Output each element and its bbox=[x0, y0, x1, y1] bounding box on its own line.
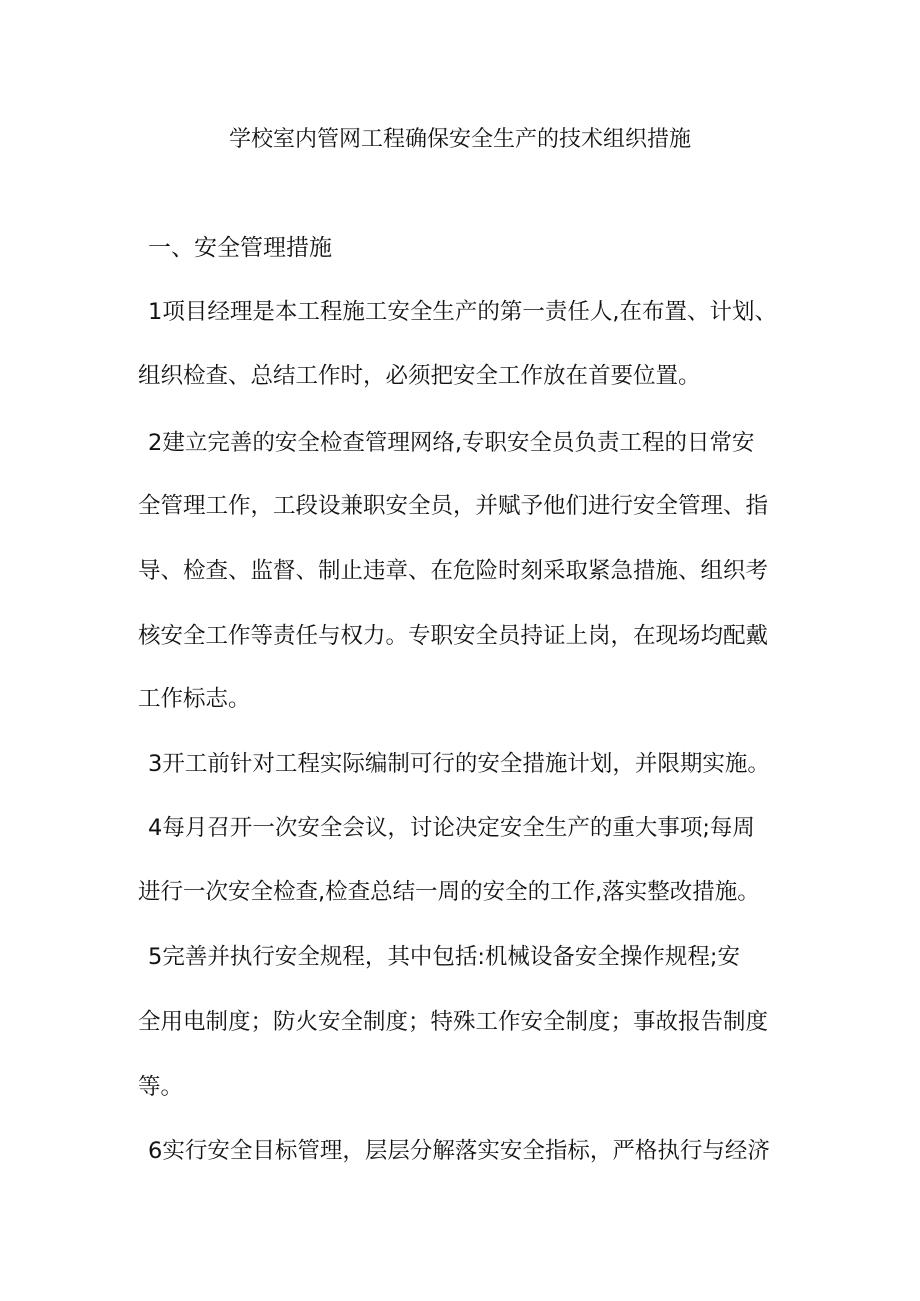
paragraph-line: 3开工前针对工程实际编制可行的安全措施计划，并限期实施。 bbox=[148, 751, 770, 777]
paragraph-line: 5完善并执行安全规程，其中包括:机械设备安全操作规程;安 bbox=[148, 944, 740, 970]
paragraph-line: 全用电制度；防火安全制度；特殊工作安全制度；事故报告制度 bbox=[138, 1009, 769, 1035]
document-title: 学校室内管网工程确保安全生产的技术组织措施 bbox=[228, 127, 691, 152]
paragraph-line: 2建立完善的安全检查管理网络,专职安全员负责工程的日常安 bbox=[148, 430, 755, 456]
paragraph-line: 6实行安全目标管理，层层分解落实安全指标，严格执行与经济 bbox=[148, 1138, 770, 1164]
section-heading: 一、安全管理措施 bbox=[148, 235, 332, 261]
paragraph-line: 等。 bbox=[138, 1074, 184, 1100]
paragraph-line: 进行一次安全检查,检查总结一周的安全的工作,落实整改措施。 bbox=[138, 879, 760, 905]
paragraph-line: 工作标志。 bbox=[138, 686, 251, 712]
paragraph-line: 全管理工作，工段设兼职安全员，并赋予他们进行安全管理、指 bbox=[138, 493, 769, 519]
paragraph-line: 组织检查、总结工作时，必须把安全工作放在首要位置。 bbox=[138, 363, 701, 389]
paragraph-line: 4每月召开一次安全会议，讨论决定安全生产的重大事项;每周 bbox=[148, 815, 755, 841]
paragraph-line: 1项目经理是本工程施工安全生产的第一责任人,在布置、计划、 bbox=[148, 299, 777, 325]
paragraph-line: 导、检查、监督、制止违章、在危险时刻采取紧急措施、组织考 bbox=[138, 558, 769, 584]
paragraph-line: 核安全工作等责任与权力。专职安全员持证上岗，在现场均配戴 bbox=[138, 623, 769, 649]
